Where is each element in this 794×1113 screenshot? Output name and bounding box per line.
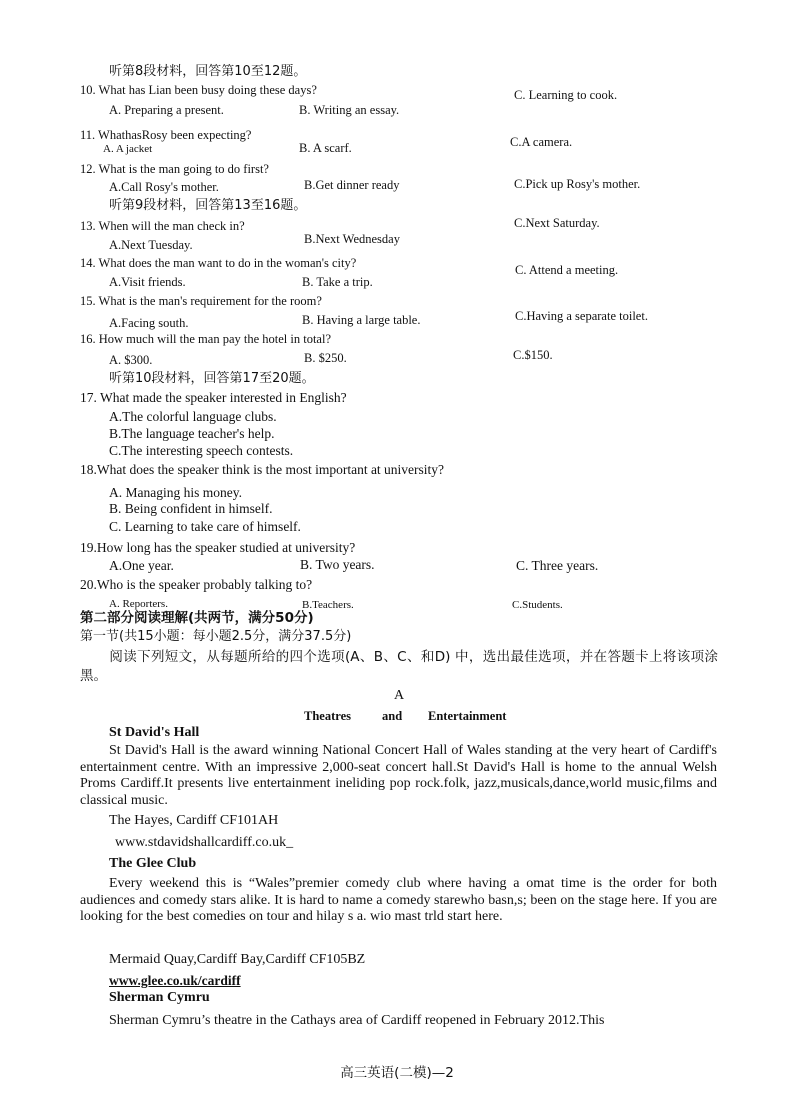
question-11-option-b: B. A scarf. [299,141,352,155]
question-18-option-c: C. Learning to take care of himself. [109,519,301,534]
question-14-option-b: B. Take a trip. [302,275,373,289]
question-20-option-c: C.Students. [512,599,563,611]
question-19-option-a: A.One year. [109,558,174,573]
part2-instruction: 阅读下列短文，从每题所给的四个选项(A、B、C、和D) 中，选出最佳选项，并在答题卡上将该项涂黑。 [80,649,718,684]
question-15-option-b: B. Having a large table. [302,313,421,327]
part2-section1: 第一节(共15小题：每小题2.5分，满分37.5分) [80,629,352,644]
question-10-stem: 10. What has Lian been busy doing these days? [80,83,317,97]
question-14-option-a: A.Visit friends. [109,275,186,289]
exam-page: 听第8段材料，回答第10至12题。 10. What has Lian been busy doing these days? A. Preparing a present. B. Writing an essay. C. Learning to cook. 11. WhathasRosy been expecting? A. A jacket B. A scarf. C.A camera. 12. What is the man going to do first? A.Call Rosy's mother. B.Get dinner ready C.Pick up Rosy's mother. 听第9段材料，回答第13至16题。 13. When will the man check in? A.Next Tuesday. B.Next Wednesday C.Next Saturday. 14. What does the man want to do in the woman's city? A.Visit friends. B. Take a trip. C. Attend a meeting. 15. What is the man's requirement for the room? A.Facing south. B. Having a large table. C.Having a separate toilet. 16. How much will the man pay the hotel in total? A. $300. B. $250. C.$150. 听第10段材料，回答第17至20题。 17. What made the speaker interested in English? A.The colorful language clubs. B.The language teacher's help. C.The interesting speech contests. 18.What does the speaker think is the most important at university? A. Managing his money. B. Being confident in himself. C. Learning to take care of himself. 19.How long has the speaker studied at university? A.One year. B. Two years. C. Three years. 20.Who is the speaker probably talking to? A. Reporters. B.Teachers. C.Students. 第二部分阅读理解(共两节，满分50分) 第一节(共15小题：每小题2.5分，满分37.5分) 阅读下列短文，从每题所给的四个选项(A、B、C、和D) 中，选出最佳选项，并在答题卡上将该项涂黑。 A Theatres and Entertainment St David's Hall St David's Hall is the award winning National Concert Hall of Wales standing at the very heart of Cardiff's entertainment centre. With an impressive 2,000-seat concert hall.St David's Hall is home to the annual Welsh Proms Cardiff.It presents live entertainment ineliding pop rock.folk, jazz,musicals,dance,world music,films and classical music. The Hayes, Cardiff CF101AH www.stdavidshallcardiff.co.uk_ The Glee Club Every weekend this is “Wales”premier comedy club where having a omat time is the order for both audiences and comedy stars alike. It is hard to name a comedy starewho basn,s; been on the stage here. If you are looking for the best comedies on tour and hilay s a. wio mast trld start here. Mermaid Quay,Cardiff Bay,Cardiff CF105BZ www.glee.co.uk/cardiff Sherman Cymru Sherman Cymru’s theatre in the Cathays area of Cardiff reopened in February 2012.This 高三英语(二模)—2 [0,0,794,1113]
question-18-stem: 18.What does the speaker think is the most important at university? [80,462,445,477]
venue-body-st-davids-hall: St David's Hall is the award winning National Concert Hall of Wales standing at the very heart of Cardiff's entertainment centre. With an impressive 2,000-seat concert hall.St David's Hall is home to the annual Welsh Proms Cardiff.It presents live entertainment ineliding pop rock.folk, jazz,musicals,dance,world music,films and classical music. [80,743,717,808]
question-12-option-a: A.Call Rosy's mother. [109,180,219,194]
venue-title-sherman-cymru: Sherman Cymru [109,990,210,1005]
question-11-stem: 11. WhathasRosy been expecting? [80,128,252,142]
question-10-option-b: B. Writing an essay. [299,103,400,117]
part2-title: 第二部分阅读理解(共两节，满分50分) [80,610,314,626]
venue-body-sherman-cymru: Sherman Cymru’s theatre in the Cathays area of Cardiff reopened in February 2012.This [109,1013,605,1028]
question-18-option-b: B. Being confident in himself. [109,501,273,516]
question-18-option-a: A. Managing his money. [109,485,242,500]
venue-title-glee-club: The Glee Club [109,856,197,871]
question-13-option-c: C.Next Saturday. [514,216,600,230]
question-19-option-c: C. Three years. [516,558,599,573]
question-19-option-b: B. Two years. [300,557,375,572]
venue-url-st-davids-hall[interactable]: www.stdavidshallcardiff.co.uk_ [115,835,294,850]
question-17-option-b: B.The language teacher's help. [109,426,275,441]
question-20-option-b: B.Teachers. [302,599,354,611]
question-12-option-b: B.Get dinner ready [304,178,400,192]
question-12-stem: 12. What is the man going to do first? [80,162,269,176]
section-heading-17-20: 听第10段材料，回答第17至20题。 [109,371,315,386]
venue-title-st-davids-hall: St David's Hall [109,725,200,740]
question-13-stem: 13. When will the man check in? [80,219,245,233]
venue-address-st-davids-hall: The Hayes, Cardiff CF101AH [109,813,279,828]
page-footer: 高三英语(二模)—2 [340,1065,454,1081]
venue-body-glee-club: Every weekend this is “Wales”premier comedy club where having a omat time is the order for both audiences and comedy stars alike. It is hard to name a comedy starewho basn,s; been on the stage here. If you are looking for the best comedies on tour and hilay s a. wio mast trld start here. [80,876,717,924]
section-heading-13-16: 听第9段材料，回答第13至16题。 [109,198,307,213]
question-17-option-a: A.The colorful language clubs. [109,409,277,424]
question-20-stem: 20.Who is the speaker probably talking to? [80,577,313,592]
question-10-option-c: C. Learning to cook. [514,88,618,102]
question-11-option-c: C.A camera. [510,135,573,149]
venue-url-glee-club[interactable]: www.glee.co.uk/cardiff [109,973,241,988]
question-13-option-a: A.Next Tuesday. [109,238,193,252]
question-17-stem: 17. What made the speaker interested in English? [80,390,347,405]
question-20-option-a: A. Reporters. [109,598,168,610]
question-14-option-c: C. Attend a meeting. [515,263,619,277]
question-17-option-c: C.The interesting speech contests. [109,443,294,458]
question-16-stem: 16. How much will the man pay the hotel in total? [80,332,331,346]
question-10-option-a: A. Preparing a present. [109,103,224,117]
question-15-stem: 15. What is the man's requirement for the room? [80,294,322,308]
venue-address-glee-club: Mermaid Quay,Cardiff Bay,Cardiff CF105BZ [109,952,366,967]
question-16-option-a: A. $300. [109,353,153,367]
question-19-stem: 19.How long has the speaker studied at university? [80,540,356,555]
question-11-option-a: A. A jacket [103,143,153,155]
passage-letter: A [394,688,405,703]
question-16-option-c: C.$150. [513,348,553,362]
question-14-stem: 14. What does the man want to do in the woman's city? [80,256,357,270]
question-15-option-c: C.Having a separate toilet. [515,309,648,323]
question-12-option-c: C.Pick up Rosy's mother. [514,177,641,191]
question-15-option-a: A.Facing south. [109,316,189,330]
question-16-option-b: B. $250. [304,351,347,365]
question-13-option-b: B.Next Wednesday [304,232,400,246]
section-heading-10-12: 听第8段材料，回答第10至12题。 [109,64,307,79]
